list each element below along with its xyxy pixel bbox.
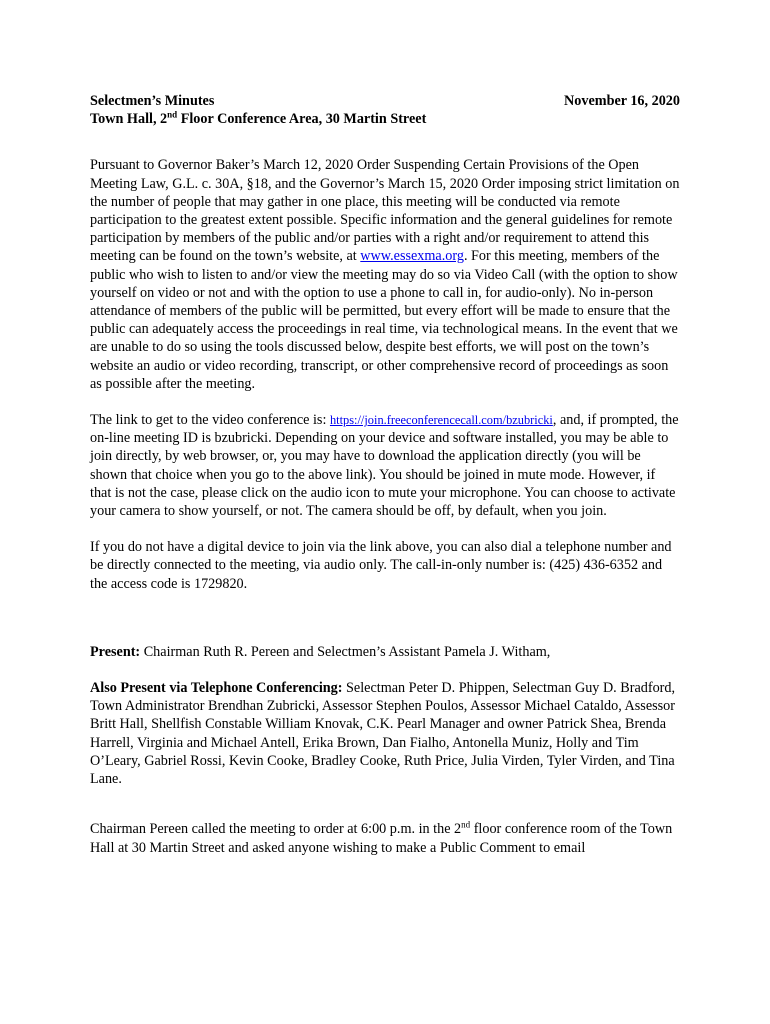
call-to-order-pre: Chairman Pereen called the meeting to order at 6:00 p.m. in the 2 — [90, 821, 462, 838]
header-row — [90, 92, 680, 110]
dial-in-paragraph: If you do not have a digital device to join via the link above, you can also dial a telephone number and be directly connected to the meeting, via audio only. The call-in-only number is: (425) 436-6352 and the access code is 1729820. — [90, 539, 672, 592]
document-title: Selectmen’s Minutes — [90, 93, 215, 109]
intro-text-before: Pursuant to Governor Baker’s March 12, 2020 Order Suspending Certain Provisions of the Open Meeting Law, G.L. c. 30A, §18, and the Governor’s March 15, 2020 Order imposing strict limitation on the number of people that may gather in one place, this meeting will be conducted via remote participation to the greatest extent possible. Specific information and the general guidelines for remote participation by members of the public and/or parties with a right and/or requirement to attend this meeting can be found on the town’s website, at — [90, 157, 680, 265]
location-sup: nd — [167, 109, 178, 120]
minutes-page — [90, 92, 680, 857]
present-label: Present: — [90, 643, 141, 660]
meeting-location — [90, 110, 680, 128]
intro-text-after: . For this meeting, members of the public who wish to listen to and/or view the meeting may do so via Video Call (with the option to show yourself on video or not and with the option to use a phone to call in, for audio-only). No in-person attendance of members of the public will be permitted, but every effort will be made to ensure that the public can adequately access the proceedings in real time, via technological means. In the event that we are unable to do so using the tools discussed below, despite best efforts, we will post on the town’s website an audio or video recording, transcript, or other comprehensive record of proceedings as soon as possible after the meeting. — [90, 248, 678, 392]
also-present-text: Selectman Peter D. Phippen, Selectman Guy D. Bradford, Town Administrator Brendhan Zubricki, Assessor Stephen Poulos, Assessor Michael Cataldo, Assessor Britt Hall, Shellfish Constable William Knovak, C.K. Pearl Manager and owner Patrick Shea, Brenda Harrell, Virginia and Michael Antell, Erika Brown, Dan Fialho, Antonella Muniz, Holly and Tim O’Leary, Gabriel Rossi, Kevin Cooke, Bradley Cooke, Ruth Price, Julia Virden, Tyler Virden, and Tina Lane. — [90, 680, 676, 788]
location-post: Floor Conference Area, 30 Martin Street — [177, 111, 427, 128]
video-conference-link[interactable]: https://join.freeconferencecall.com/bzubricki — [329, 413, 553, 428]
video-paragraph — [90, 411, 680, 520]
also-present-paragraph — [90, 679, 680, 788]
call-to-order-paragraph — [90, 820, 680, 856]
present-paragraph — [90, 643, 680, 661]
video-text-before: The link to get to the video conference is: — [90, 412, 330, 429]
video-text-after: , and, if prompted, the on-line meeting ID is bzubricki. Depending on your device and software installed, you may be able to join directly, by web browser, or, you may have to download the application directly (you will be shown that choice when you go to the above link). You should be joined in mute mode. However, if that is not the case, please click on the audio icon to mute your microphone. You can choose to activate your camera to show yourself, or not. The camera should be off, by default, when you join. — [90, 412, 679, 520]
call-to-order-post: floor conference room of the Town Hall at 30 Martin Street and asked anyone wishing to make a Public Comment to email — [90, 821, 673, 856]
meeting-date: November 16, 2020 — [564, 93, 680, 109]
location-pre: Town Hall, 2 — [90, 111, 168, 128]
call-to-order-sup: nd — [461, 819, 471, 830]
town-website-link[interactable]: www.essexma.org — [360, 248, 464, 265]
intro-paragraph — [90, 156, 680, 393]
present-text: Chairman Ruth R. Pereen and Selectmen’s Assistant Pamela J. Witham, — [140, 643, 551, 660]
also-present-label: Also Present via Telephone Conferencing: — [90, 680, 343, 697]
